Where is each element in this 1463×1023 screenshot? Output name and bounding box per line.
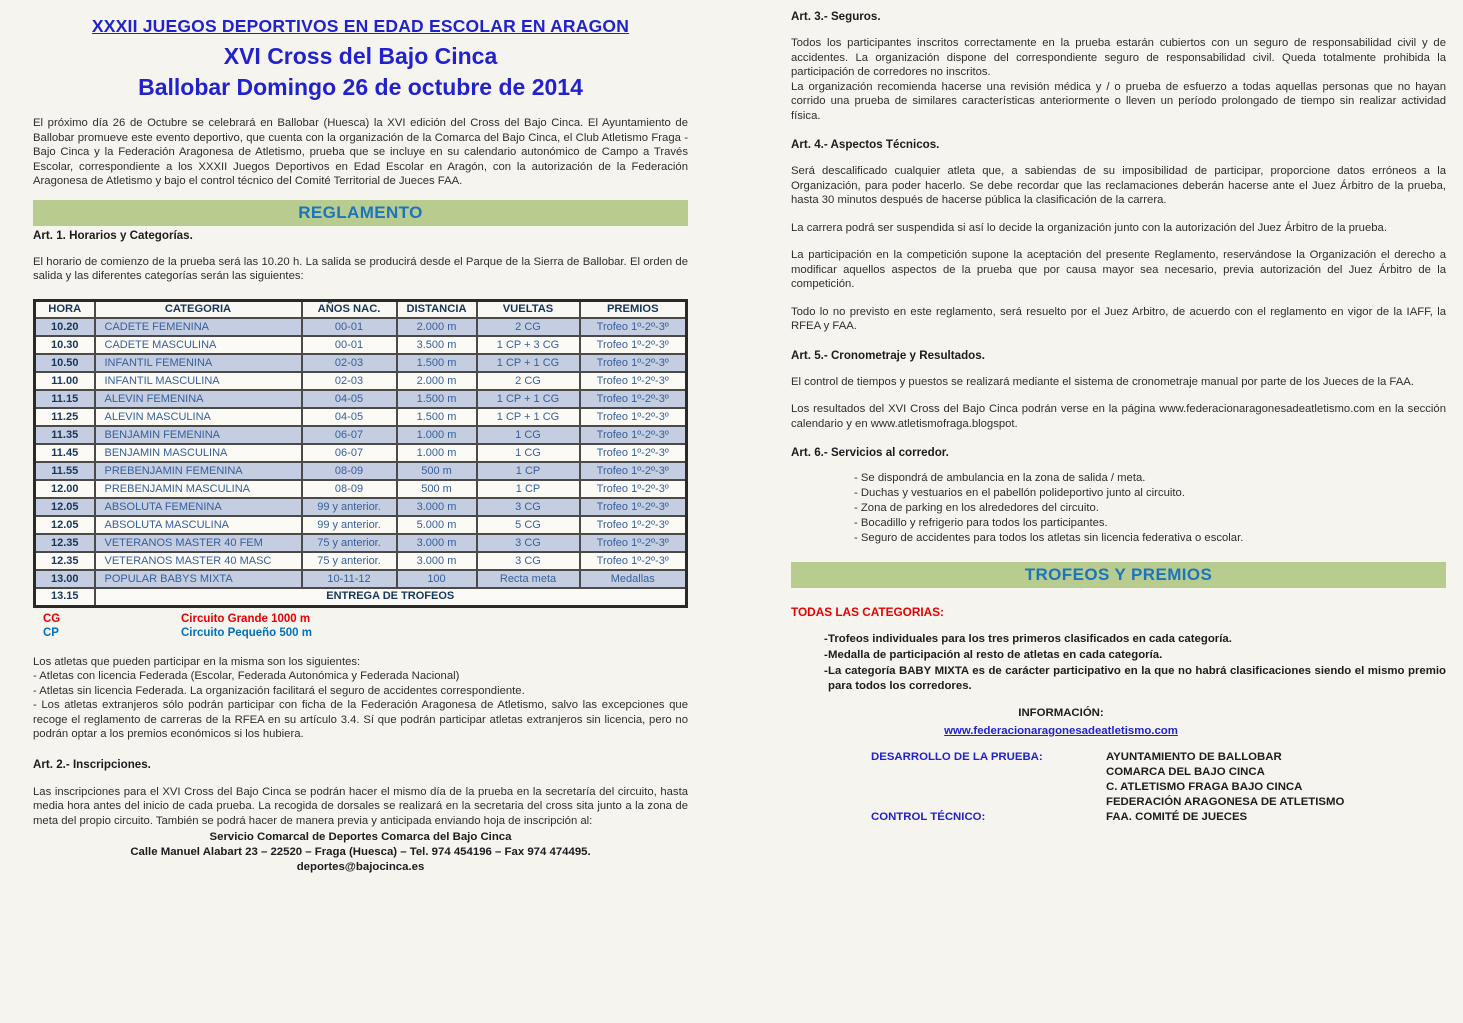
left-column [33,6,688,1023]
participant-line: - Atletas con licencia Federada (Escolar, Federada Autonómica y Federada Nacional) [33,670,460,682]
cell-hora: 13.15 [35,588,95,606]
organization-value: COMARCA DEL BAJO CINCA [1106,766,1265,778]
cell-hora: 11.15 [35,390,95,408]
schedule-header-row [35,300,687,318]
cell-vueltas: 1 CG [477,444,580,462]
trofeo-item-text: La categoría BABY MIXTA es de carácter participativo en la que no habrá clasificaciones siendo el mismo premio para todos los corredores. [828,665,1446,692]
cell-anos_nac: 99 y anterior. [302,516,397,534]
col-header-anos-nac: AÑOS NAC. [302,300,397,318]
art5-p1: El control de tiempos y puestos se realizará mediante el sistema de cronometraje manual por parte de los Jueces de la FAA. [791,375,1414,388]
cell-distancia: 3.000 m [397,498,477,516]
art4-p4: Todo lo no previsto en este reglamento, será resuelto por el Juez Arbitro, de acuerdo con el reglamento en vigor de la IAFF, la RFEA y FAA. [791,305,1446,332]
cell-premios: Trofeo 1º-2º-3º [580,480,687,498]
cell-categoria: VETERANOS MASTER 40 MASC [95,552,302,570]
art3-heading: Art. 3.- Seguros. [791,10,881,23]
art2-body: Las inscripciones para el XVI Cross del Bajo Cinca se podrán hacer el mismo día de la prueba en la secretaría del circuito, hasta media hora antes del inicio de cada prueba. La recogida de dorsales se realizará en la secretaria del cross sita junto a la zona de meta del propio circuito. También se podrá hacer de manera previa y anticipada enviando hoja de inscripción al: [33,785,688,827]
cell-hora: 10.50 [35,354,95,372]
schedule-row [35,462,687,480]
cell-distancia: 3.000 m [397,552,477,570]
cell-premios: Trofeo 1º-2º-3º [580,498,687,516]
cell-vueltas: Recta meta [477,570,580,588]
art5-p2: Los resultados del XVI Cross del Bajo Cinca podrán verse en la página www.federacionaragonesadeatletismo.com en la sección calendario y en www.atletismofraga.blogspot. [791,403,1446,430]
cell-categoria: CADETE MASCULINA [95,336,302,354]
schedule-row [35,570,687,588]
cell-vueltas: 1 CP + 1 CG [477,354,580,372]
cell-categoria: PREBENJAMIN MASCULINA [95,480,302,498]
cell-distancia: 3.000 m [397,534,477,552]
cell-vueltas: 2 CG [477,318,580,336]
legend-text: Circuito Grande 1000 m [181,612,311,625]
cell-distancia: 2.000 m [397,318,477,336]
cell-hora: 12.05 [35,516,95,534]
cell-premios: Trofeo 1º-2º-3º [580,516,687,534]
cell-premios: Trofeo 1º-2º-3º [580,426,687,444]
schedule-row [35,354,687,372]
cell-premios: Trofeo 1º-2º-3º [580,390,687,408]
cell-anos_nac: 08-09 [302,462,397,480]
schedule-table [33,299,688,608]
document-header [33,16,688,103]
organization-label: CONTROL TÉCNICO: [871,811,986,823]
contact-organization: Servicio Comarcal de Deportes Comarca del Bajo Cinca [209,831,512,843]
schedule-row [35,498,687,516]
schedule-table-body [35,318,687,606]
cell-vueltas: 3 CG [477,552,580,570]
cell-vueltas: 1 CP + 1 CG [477,390,580,408]
cell-anos_nac: 06-07 [302,444,397,462]
cell-vueltas: 1 CP [477,462,580,480]
cell-anos_nac: 02-03 [302,354,397,372]
col-header-premios: PREMIOS [580,300,687,318]
organization-label: DESARROLLO DE LA PRUEBA: [871,751,1043,763]
cell-distancia: 1.500 m [397,408,477,426]
art4-p2: La carrera podrá ser suspendida si así lo decide la organización junto con la autorización del Juez Árbitro de la prueba. [791,221,1387,234]
participants-lines [33,669,688,742]
art6-heading: Art. 6.- Servicios al corredor. [791,446,949,459]
art4-p3: La participación en la competición supone la aceptación del presente Reglamento, reservándose la Organización el derecho a modificar aquellos aspectos de la prueba que por causa mayor sea necesario, previa autorización del Juez Árbitro de la competición. [791,249,1446,290]
cell-categoria: ALEVIN FEMENINA [95,390,302,408]
header-line2: XVI Cross del Bajo Cinca [223,43,498,69]
schedule-row [35,336,687,354]
cell-anos_nac: 00-01 [302,318,397,336]
trofeo-item [791,664,1446,694]
schedule-table-head [35,300,687,318]
cell-categoria: ALEVIN MASCULINA [95,408,302,426]
cell-categoria: POPULAR BABYS MIXTA [95,570,302,588]
right-column [791,6,1446,1023]
cell-distancia: 500 m [397,462,477,480]
schedule-row [35,534,687,552]
organization-rows [791,750,1446,825]
art1-body: El horario de comienzo de la prueba será las 10.20 h. La salida se producirá desde el Parque de la Sierra de Ballobar. El orden de salida y las diferentes categorías serán las siguientes: [33,255,688,282]
schedule-row [35,552,687,570]
inscription-contact [33,830,688,875]
schedule-row [35,426,687,444]
cell-distancia: 1.500 m [397,354,477,372]
cell-categoria: INFANTIL MASCULINA [95,372,302,390]
art6-service-list [791,471,1446,546]
col-header-vueltas: VUELTAS [477,300,580,318]
info-block [791,706,1331,739]
trofeo-item-text: Trofeos individuales para los tres primeros clasificados en cada categoría. [828,633,1232,645]
trofeos-banner: TROFEOS Y PREMIOS [791,562,1446,588]
schedule-row [35,372,687,390]
bullet-dash: - [824,665,828,677]
cell-anos_nac: 75 y anterior. [302,534,397,552]
cell-categoria: CADETE FEMENINA [95,318,302,336]
cell-vueltas: 5 CG [477,516,580,534]
cell-hora: 11.35 [35,426,95,444]
cell-distancia: 500 m [397,480,477,498]
legend-row [33,612,688,627]
cell-hora: 11.25 [35,408,95,426]
reglamento-banner: REGLAMENTO [33,200,688,226]
cell-anos_nac: 04-05 [302,390,397,408]
organization-values [1106,750,1446,810]
cell-distancia: 1.000 m [397,444,477,462]
participants-section [33,655,688,742]
cell-distancia: 1.500 m [397,390,477,408]
cell-vueltas: 2 CG [477,372,580,390]
cell-anos_nac: 00-01 [302,336,397,354]
schedule-row [35,480,687,498]
cell-distancia: 1.000 m [397,426,477,444]
cell-categoria: VETERANOS MASTER 40 FEM [95,534,302,552]
service-item: - Seguro de accidentes para todos los atletas sin licencia federativa o escolar. [854,532,1244,544]
cell-categoria: PREBENJAMIN FEMENINA [95,462,302,480]
service-item: - Bocadillo y refrigerio para todos los participantes. [854,517,1108,529]
cell-distancia: 2.000 m [397,372,477,390]
cell-distancia: 5.000 m [397,516,477,534]
organization-row [791,810,1446,825]
art1-heading: Art. 1. Horarios y Categorías. [33,228,193,242]
schedule-row [35,516,687,534]
cell-vueltas: 1 CP + 1 CG [477,408,580,426]
cell-hora: 13.00 [35,570,95,588]
cell-distancia: 3.500 m [397,336,477,354]
cell-premios: Trofeo 1º-2º-3º [580,462,687,480]
art4-p1: Será descalificado cualquier atleta que, a sabiendas de su imposibilidad de participar, proporcione datos erróneos a la Organización, para poder hacerlo. Se debe recordar que las reclamaciones deberán hacerse ante el Juez Árbitro de la prueba, hasta 30 minutos después de hacerse pública la clasificación de la carrera. [791,165,1446,206]
todas-categorias-heading: TODAS LAS CATEGORIAS: [791,605,944,619]
schedule-row [35,444,687,462]
contact-address-phone: Calle Manuel Alabart 23 – 22520 – Fraga (Huesca) – Tel. 974 454196 – Fax 974 474495. [130,846,591,858]
cell-anos_nac: 10-11-12 [302,570,397,588]
trofeo-item [791,648,1446,663]
cell-hora: 11.00 [35,372,95,390]
cell-categoria: ABSOLUTA MASCULINA [95,516,302,534]
cell-hora: 11.45 [35,444,95,462]
legend-abbr: CG [43,612,61,625]
cell-hora: 12.05 [35,498,95,516]
cell-vueltas: 1 CP [477,480,580,498]
trofeos-items [791,632,1446,694]
cell-categoria: INFANTIL FEMENINA [95,354,302,372]
cell-anos_nac: 99 y anterior. [302,498,397,516]
schedule-row [35,318,687,336]
intro-paragraph: El próximo día 26 de Octubre se celebrará en Ballobar (Huesca) la XVI edición del Cross del Bajo Cinca. El Ayuntamiento de Ballobar promueve este evento deportivo, que cuenta con la organización de la Comarca del Bajo Cinca, el Club Atletismo Fraga - Bajo Cinca y la Federación Aragonesa de Atletismo, prueba que se incluye en su calendario autonómico de Campo a Través Escolar, correspondiente a los XXXII Juegos Deportivos en Edad Escolar en Aragón, con la autorización de la Federación Aragonesa de Atletismo y bajo el control técnico del Comité Territorial de Jueces FAA. [33,117,688,187]
cell-premios: Medallas [580,570,687,588]
service-item: - Se dispondrá de ambulancia en la zona de salida / meta. [854,472,1146,484]
cell-hora: 10.20 [35,318,95,336]
cell-hora: 11.55 [35,462,95,480]
organization-value: FEDERACIÓN ARAGONESA DE ATLETISMO [1106,796,1345,808]
col-header-hora: HORA [35,300,95,318]
cell-premios: Trofeo 1º-2º-3º [580,534,687,552]
art2-heading: Art. 2.- Inscripciones. [33,757,151,771]
service-item: - Zona de parking en los alrededores del circuito. [854,502,1099,514]
cell-hora: 10.30 [35,336,95,354]
legend-abbr: CP [43,627,59,639]
cell-hora: 12.35 [35,552,95,570]
schedule-row [35,390,687,408]
organization-row [791,750,1446,810]
art3-p2: La organización recomienda hacerse una revisión médica y / o prueba de esfuerzo a todas aquellas personas que no hayan corrido una prueba de similares características anteriormente o lleven un período prolongado de tiempo sin realizar actividad física. [791,80,1446,122]
cell-anos_nac: 02-03 [302,372,397,390]
cell-categoria: BENJAMIN MASCULINA [95,444,302,462]
art5-heading: Art. 5.- Cronometraje y Resultados. [791,348,985,362]
organization-value: C. ATLETISMO FRAGA BAJO CINCA [1106,781,1303,793]
schedule-row [35,408,687,426]
service-item: - Duchas y vestuarios en el pabellón polideportivo junto al circuito. [854,487,1185,499]
cell-distancia: 100 [397,570,477,588]
cell-anos_nac: 75 y anterior. [302,552,397,570]
schedule-closing-row [35,588,687,606]
cell-anos_nac: 08-09 [302,480,397,498]
cell-categoria: BENJAMIN FEMENINA [95,426,302,444]
trofeo-item-text: Medalla de participación al resto de atletas en cada categoría. [828,649,1163,661]
cell-vueltas: 1 CP + 3 CG [477,336,580,354]
cell-premios: Trofeo 1º-2º-3º [580,318,687,336]
circuit-legend [33,612,688,641]
contact-email: deportes@bajocinca.es [296,861,425,873]
cell-hora: 12.00 [35,480,95,498]
info-label: INFORMACIÓN: [1018,707,1104,719]
cell-vueltas: 3 CG [477,498,580,516]
organization-value: FAA. COMITÉ DE JUECES [1106,811,1248,823]
cell-premios: Trofeo 1º-2º-3º [580,336,687,354]
col-header-distancia: DISTANCIA [397,300,477,318]
cell-vueltas: 3 CG [477,534,580,552]
closing-row-label: ENTREGA DE TROFEOS [95,588,687,606]
legend-text: Circuito Pequeño 500 m [181,627,313,639]
cell-categoria: ABSOLUTA FEMENINA [95,498,302,516]
participants-intro: Los atletas que pueden participar en la misma son los siguientes: [33,655,361,668]
organization-value: AYUNTAMIENTO DE BALLOBAR [1106,751,1282,763]
federation-link[interactable]: www.federacionaragonesadeatletismo.com [944,725,1178,737]
art4-heading: Art. 4.- Aspectos Técnicos. [791,138,940,151]
cell-premios: Trofeo 1º-2º-3º [580,444,687,462]
cell-premios: Trofeo 1º-2º-3º [580,408,687,426]
cell-anos_nac: 06-07 [302,426,397,444]
organization-values [1106,810,1446,825]
participant-line: - Atletas sin licencia Federada. La organización facilitará el seguro de accidentes correspondiente. [33,684,525,697]
bullet-dash: - [824,649,828,661]
participant-line: - Los atletas extranjeros sólo podrán participar con ficha de la Federación Aragonesa de Atletismo, salvo las excepciones que recoge el reglamento de carreras de la RFEA en su artículo 3.4. Sí que podrán participar atletas extranjeros sin licencia, pero no podrán optar a los premios económicos si los hubiera. [33,699,688,740]
legend-row [33,626,688,641]
cell-vueltas: 1 CG [477,426,580,444]
header-line3: Ballobar Domingo 26 de octubre de 2014 [138,74,583,100]
cell-premios: Trofeo 1º-2º-3º [580,354,687,372]
trofeo-item [791,632,1446,647]
art3-p1: Todos los participantes inscritos correctamente en la prueba estarán cubiertos con un seguro de responsabilidad civil y de accidentes. La organización dispone del correspondiente seguro de responsabilidad civil. Queda totalmente prohibida la participación de corredores no inscritos. [791,37,1446,78]
cell-premios: Trofeo 1º-2º-3º [580,372,687,390]
cell-premios: Trofeo 1º-2º-3º [580,552,687,570]
col-header-categoria: CATEGORIA [95,300,302,318]
cell-anos_nac: 04-05 [302,408,397,426]
cell-hora: 12.35 [35,534,95,552]
header-line1: XXXII JUEGOS DEPORTIVOS EN EDAD ESCOLAR EN ARAGON [91,16,630,36]
bullet-dash: - [824,633,828,645]
